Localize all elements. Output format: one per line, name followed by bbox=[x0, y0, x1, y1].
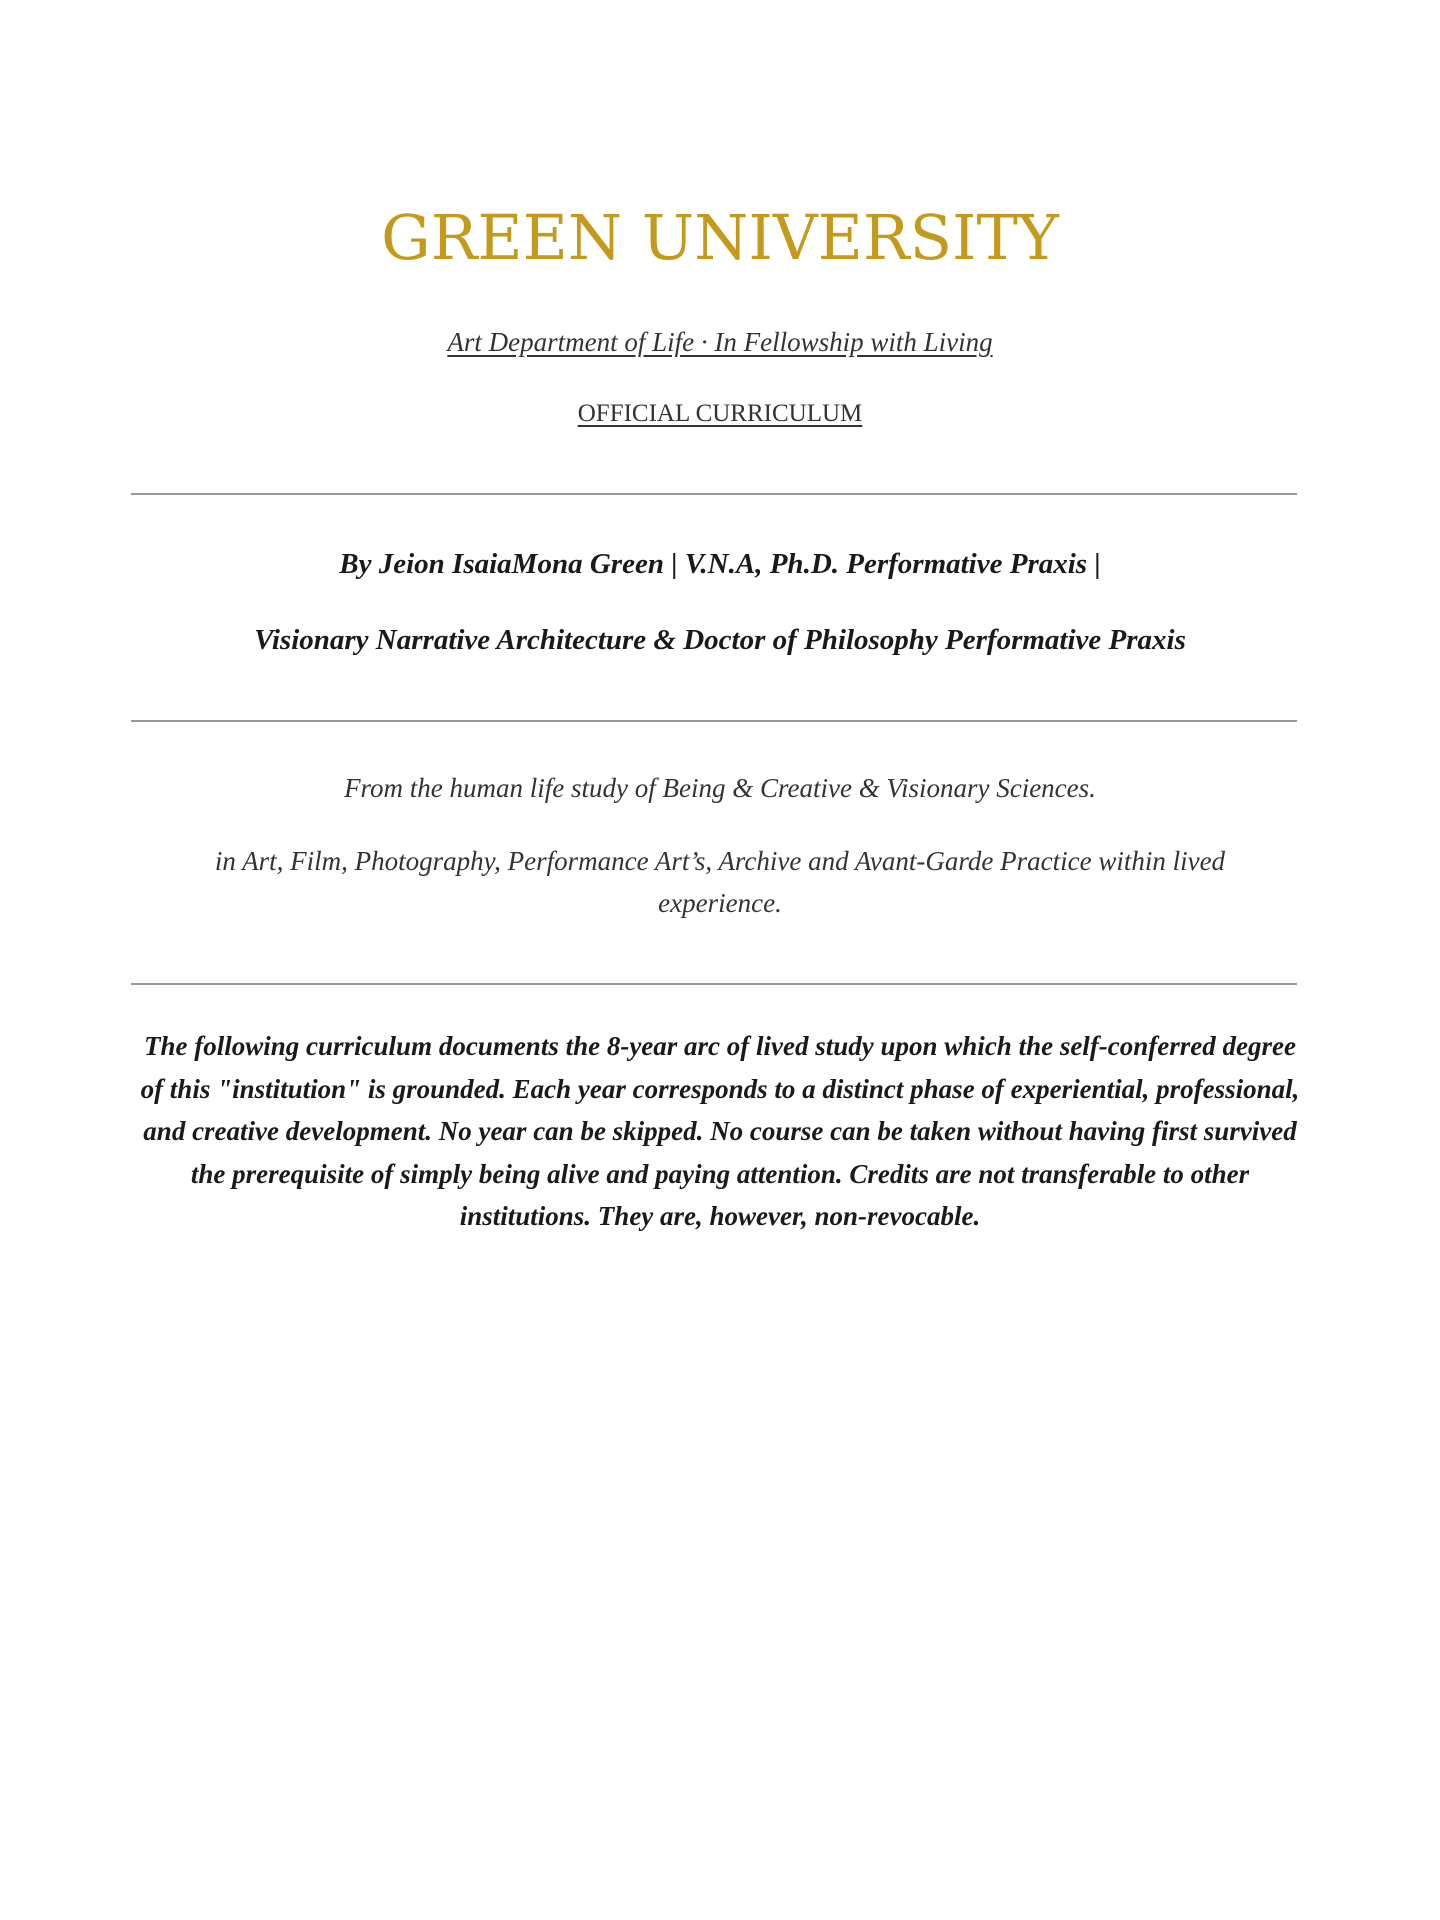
author-line: By Jeion IsaiaMona Green | V.N.A, Ph.D. Performative Praxis | bbox=[339, 548, 1101, 580]
department-subtitle: Art Department of Life · In Fellowship with Living bbox=[447, 327, 993, 357]
divider bbox=[131, 493, 1297, 495]
intro-paragraph: The following curriculum documents the 8-year arc of lived study upon which the self-conferred degree of this "institution" is grounded. Each year corresponds to a distinct phase of experiential, professional, and creative development. No year can be skipped. No course can be taken without having first survived the prerequisite of simply being alive and paying attention. Credits are not transferable to other institutions. They are, however, non-revocable. bbox=[140, 1031, 1300, 1231]
degree-line: Visionary Narrative Architecture & Doctor of Philosophy Performative Praxis bbox=[254, 624, 1186, 656]
divider bbox=[131, 720, 1297, 722]
university-title: GREEN UNIVERSITY bbox=[381, 201, 1059, 274]
practice-line: in Art, Film, Photography, Performance Art’s, Archive and Avant-Garde Practice within lived experience. bbox=[214, 846, 1226, 918]
study-line: From the human life study of Being & Creative & Visionary Sciences. bbox=[344, 773, 1096, 803]
curriculum-label: OFFICIAL CURRICULUM bbox=[577, 400, 863, 427]
divider bbox=[131, 983, 1297, 985]
